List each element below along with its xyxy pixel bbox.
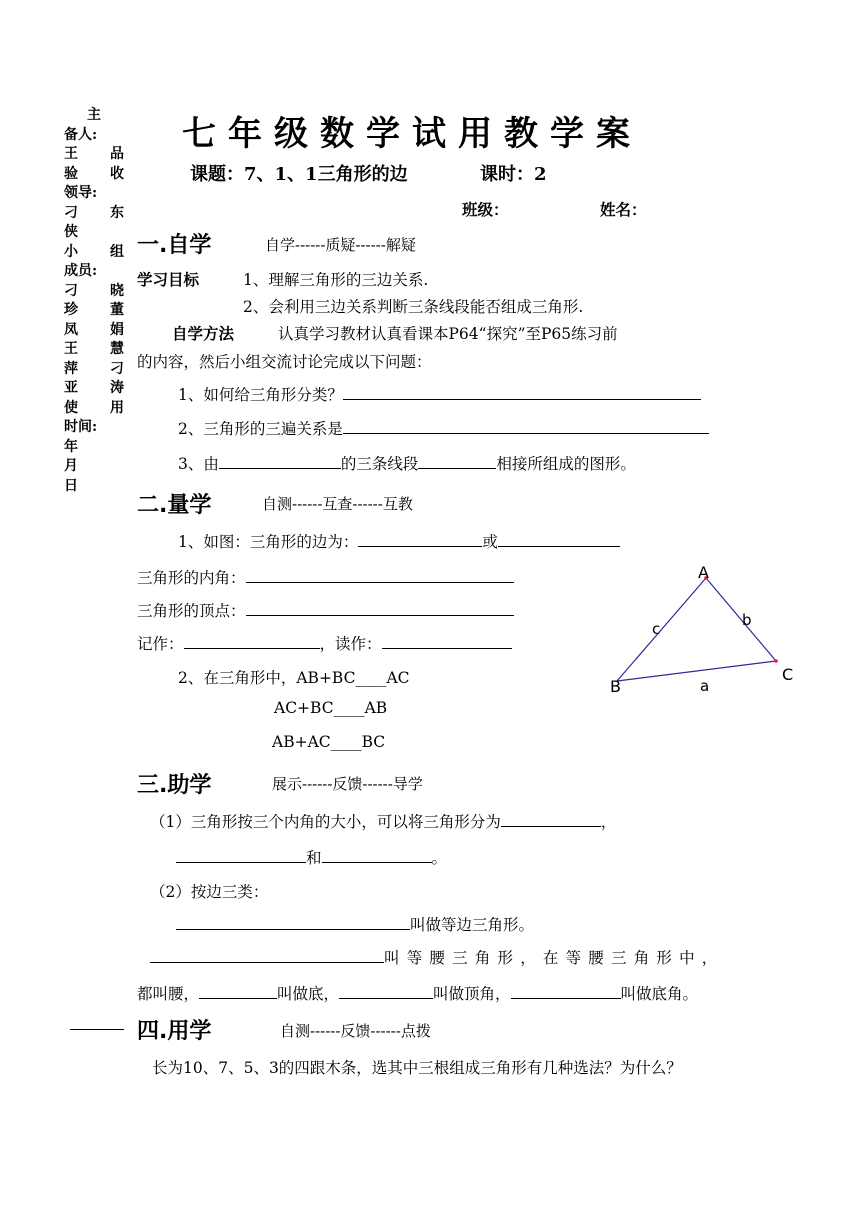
section-3-heading: 三.助学	[137, 773, 212, 798]
sidebar-text: 领导:	[64, 185, 98, 201]
section-4-heading: 四.用学	[137, 1019, 212, 1044]
lesson-period: 课时：2	[480, 164, 547, 185]
side-c-label: c	[652, 620, 661, 638]
application-problem: 长为10、7、5、3的四跟木条，选其中三根组成三角形有几种选法？为什么？	[152, 1059, 682, 1077]
sidebar-text: 日	[64, 477, 78, 494]
sidebar-text: 涛	[110, 380, 124, 396]
sidebar-text: 刁	[110, 360, 124, 377]
goal-1: 1、理解三角形的三边关系.	[243, 271, 429, 289]
sidebar-text: 晓	[110, 282, 124, 299]
vertex-a-label: A	[698, 563, 709, 582]
question-3-text-b: 的三条线段	[340, 455, 419, 473]
answer-blank[interactable]	[501, 812, 601, 827]
answer-blank[interactable]	[358, 532, 482, 547]
vertex-c-label: C	[782, 665, 794, 684]
sidebar-row	[64, 379, 124, 399]
section-4-dash	[70, 1029, 124, 1030]
sidebar-text: 刁	[64, 204, 78, 221]
isosceles-text: 叫等腰三角形，在等腰三角形中，	[384, 949, 725, 967]
sidebar-text: 董	[110, 302, 124, 318]
legs-text: 都叫腰，	[137, 985, 200, 1003]
comma: ，	[600, 813, 617, 831]
classify-sides-label: （2）按边三类：	[150, 883, 269, 901]
sidebar-row	[64, 204, 124, 224]
sidebar-text: 刁	[64, 282, 78, 299]
sidebar-row	[64, 321, 124, 341]
isosceles-line	[150, 946, 725, 968]
method-text-2: 的内容，然后小组交流讨论完成以下问题：	[137, 353, 432, 371]
answer-blank[interactable]	[339, 984, 433, 999]
inequality-1: 2、在三角形中，AB+BC____AC	[178, 669, 410, 687]
answer-blank[interactable]	[343, 385, 701, 400]
side-b-label: b	[742, 611, 752, 629]
sidebar-row	[64, 223, 124, 243]
answer-blank[interactable]	[199, 984, 277, 999]
section-1-subtitle: 自学------质疑------解疑	[265, 236, 416, 254]
question-3	[178, 452, 636, 474]
base-text: 叫做底，	[277, 985, 340, 1003]
question-1	[178, 383, 701, 405]
sidebar-row	[64, 399, 124, 419]
base-angle-text: 叫做底角。	[620, 985, 699, 1003]
sidebar-row	[64, 282, 124, 302]
notation-line	[137, 632, 512, 654]
sidebar-row	[64, 418, 124, 438]
classify-angles-text: （1）三角形按三个内角的大小，可以将三角形分为	[150, 813, 501, 831]
answer-blank[interactable]	[176, 848, 306, 863]
answer-blank[interactable]	[498, 532, 620, 547]
sidebar-row	[64, 301, 124, 321]
method-label: 自学方法	[172, 324, 235, 343]
sidebar-row	[64, 262, 124, 282]
sidebar-text: 组	[110, 243, 124, 260]
sidebar-text: 娟	[110, 321, 124, 338]
answer-blank[interactable]	[184, 634, 320, 649]
period: 。	[431, 849, 448, 867]
question-1-text: 1、如何给三角形分类？	[178, 386, 343, 404]
sidebar-row	[64, 457, 124, 477]
sidebar-row	[64, 145, 124, 165]
and-text: 和	[306, 849, 322, 867]
section-2-subtitle: 自测------互查------互教	[262, 495, 413, 513]
vertex-b-label: B	[610, 677, 621, 696]
answer-blank[interactable]	[382, 634, 512, 649]
answer-blank[interactable]	[418, 454, 496, 469]
isosceles-parts-line	[137, 982, 698, 1004]
sidebar-text: 萍	[64, 360, 78, 377]
section-3-subtitle: 展示------反馈------导学	[272, 775, 423, 793]
measure-q1-or: 或	[482, 533, 498, 551]
answer-blank[interactable]	[150, 948, 384, 963]
name-label: 姓名：	[600, 200, 647, 219]
sidebar-row	[64, 184, 124, 204]
notation-label: 记作：	[137, 635, 184, 653]
class-label: 班级：	[462, 200, 509, 219]
sidebar-row	[64, 165, 124, 185]
sidebar-row	[64, 126, 124, 146]
sidebar-text: 年	[64, 438, 78, 455]
section-1-heading: 一.自学	[137, 233, 212, 258]
sidebar-text: 时间:	[64, 419, 98, 435]
sidebar-text: 王	[64, 146, 78, 162]
answer-blank[interactable]	[343, 419, 709, 434]
triangle-figure	[600, 560, 810, 700]
lesson-topic: 课题：7、1、1三角形的边	[190, 164, 408, 185]
question-3-text-a: 3、由	[178, 455, 219, 473]
answer-blank[interactable]	[511, 984, 621, 999]
sidebar-row	[64, 340, 124, 360]
sidebar-text: 慧	[110, 341, 124, 357]
read-as-label: ，读作：	[319, 635, 382, 653]
sidebar-row	[64, 477, 124, 497]
answer-blank[interactable]	[246, 568, 514, 583]
sidebar-text: 验	[64, 165, 78, 182]
sidebar-text: 备人:	[64, 126, 98, 143]
method-text-1: 认真学习教材认真看课本P64“探究”至P65练习前	[278, 325, 618, 343]
equilateral-text: 叫做等边三角形。	[410, 916, 535, 934]
apex-angle-text: 叫做顶角，	[433, 985, 511, 1003]
sidebar-text: 东	[110, 204, 124, 221]
classify-angles-line-2	[176, 846, 447, 868]
page-title: 七年级数学试用教学案	[182, 114, 642, 154]
sidebar-text: 用	[110, 399, 124, 416]
answer-blank[interactable]	[322, 848, 432, 863]
sidebar-text: 成员:	[64, 263, 98, 279]
sidebar-text: 亚	[64, 380, 78, 396]
sidebar-text: 品	[110, 146, 124, 162]
sidebar-row	[64, 106, 124, 126]
answer-blank[interactable]	[219, 454, 341, 469]
section-4-subtitle: 自测------反馈------点拨	[280, 1022, 431, 1040]
inequality-2: AC+BC____AB	[274, 699, 388, 717]
sidebar-text: 凤	[64, 321, 78, 338]
sidebar-credits	[64, 106, 124, 496]
goal-label: 学习目标	[137, 270, 200, 289]
sidebar-text: 使	[64, 399, 78, 416]
sidebar-text: 侠	[64, 224, 78, 240]
measure-question-1	[178, 530, 620, 552]
question-2	[178, 417, 709, 439]
goal-2: 2、会利用三边关系判断三条线段能否组成三角形.	[243, 298, 584, 316]
answer-blank[interactable]	[176, 915, 410, 930]
triangle-angles-line	[137, 566, 514, 588]
sidebar-text: 小	[64, 243, 78, 260]
classify-angles-line	[150, 810, 616, 832]
section-2-heading: 二.量学	[137, 493, 212, 518]
equilateral-line	[176, 913, 534, 935]
question-2-text: 2、三角形的三遍关系是	[178, 420, 343, 438]
angles-label: 三角形的内角：	[137, 569, 246, 587]
sidebar-text: 收	[110, 165, 124, 182]
sidebar-text: 王	[64, 341, 78, 357]
question-3-text-c: 相接所组成的图形。	[496, 455, 636, 473]
sidebar-text: 主	[87, 107, 101, 123]
sidebar-row	[64, 243, 124, 263]
sidebar-text: 月	[64, 458, 78, 474]
side-a-label: a	[700, 677, 710, 695]
vertices-label: 三角形的顶点：	[137, 602, 246, 620]
sidebar-row	[64, 360, 124, 380]
measure-q1-text: 1、如图：三角形的边为：	[178, 533, 359, 551]
sidebar-row	[64, 438, 124, 458]
triangle-vertices-line	[137, 599, 514, 621]
answer-blank[interactable]	[246, 601, 514, 616]
sidebar-text: 珍	[64, 302, 78, 318]
inequality-3: AB+AC____BC	[272, 733, 386, 751]
